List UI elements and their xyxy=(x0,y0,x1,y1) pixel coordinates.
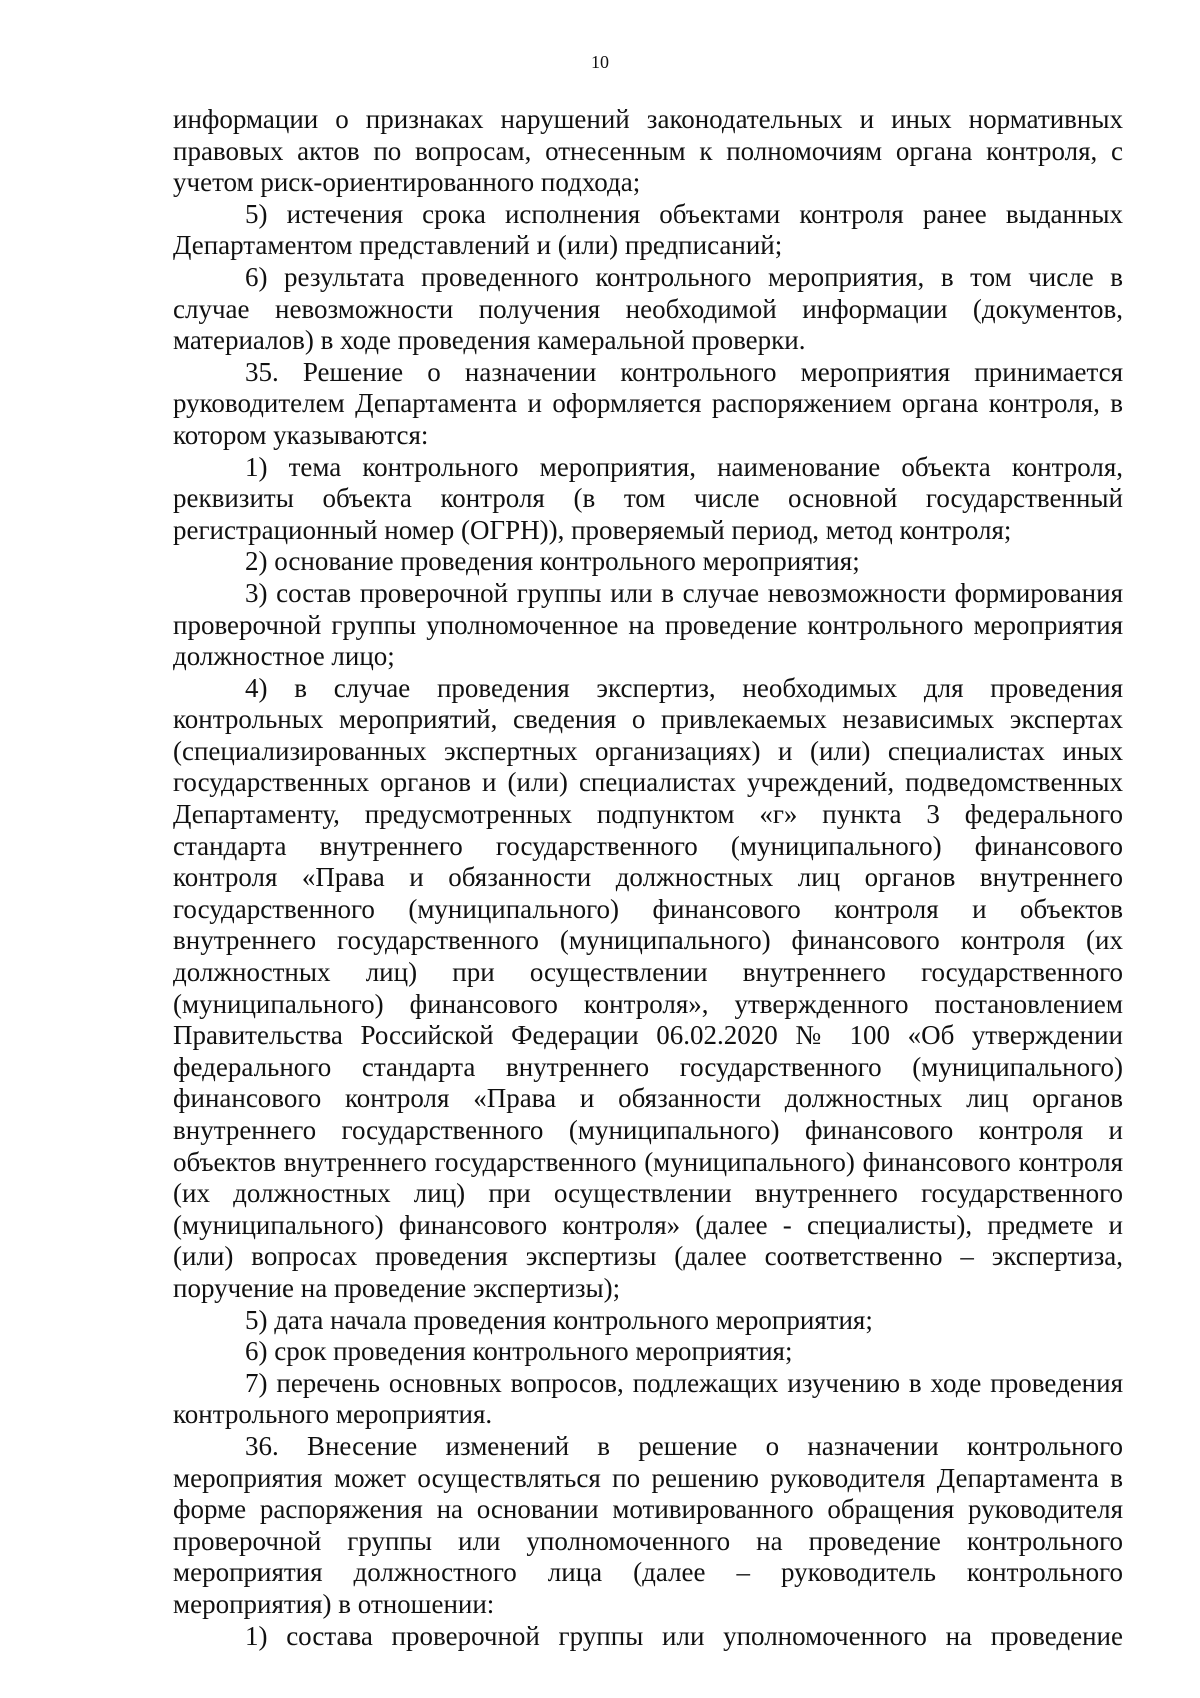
paragraph-35: 35. Решение о назначении контрольного мероприятия принимается руководителем Департамента и оформляется распоряжением органа контроля, в котором указываются: xyxy=(173,356,1123,450)
paragraph-continuation: информации о признаках нарушений законодательных и иных нормативных правовых актов по вопросам, отнесенным к полномочиям органа контроля, с учетом риск-ориентированного подхода; xyxy=(173,104,1123,198)
document-body xyxy=(173,104,1123,1652)
paragraph-35-item-5: 5) дата начала проведения контрольного мероприятия; xyxy=(245,1304,873,1335)
paragraph-35-item-3: 3) состав проверочной группы или в случае невозможности формирования проверочной группы уполномоченное на проведение контрольного мероприятия должностное лицо; xyxy=(173,577,1123,672)
paragraph-36-item-1: 1) состава проверочной группы или уполномоченного на проведение xyxy=(245,1620,1123,1651)
paragraph-35-item-1: 1) тема контрольного мероприятия, наименование объекта контроля, реквизиты объекта контроля (в том числе основной государственный регистрационный номер (ОГРН)), проверяемый период, метод контроля; xyxy=(173,451,1123,545)
list-item-5-expiry: 5) истечения срока исполнения объектами контроля ранее выданных Департаментом представлений и (или) предписаний; xyxy=(173,198,1123,261)
list-item-6-result: 6) результата проведенного контрольного мероприятия, в том числе в случае невозможности получения необходимой информации (документов, материалов) в ходе проведения камеральной проверки. xyxy=(173,261,1123,356)
paragraph-35-item-2: 2) основание проведения контрольного мероприятия; xyxy=(245,546,860,577)
paragraph-35-item-4: 4) в случае проведения экспертиз, необходимых для проведения контрольных мероприятий, сведения о привлекаемых независимых экспертах (специализированных экспертных организациях) и (или) специалистах иных государственных органов и (или) специалистах учреждений, подведомственных Департаменту, предусмотренных подпунктом «г» пункта 3 федерального стандарта внутреннего государственного (муниципального) финансового контроля «Права и обязанности должностных лиц органов внутреннего государственного (муниципального) финансового контроля и объектов внутреннего государственного (муниципального) финансового контроля (их должностных лиц) при осуществлении внутреннего государственного (муниципального) финансового контроля», утвержденного постановлением Правительства Российской Федерации 06.02.2020 № 100 «Об утверждении федерального стандарта внутреннего государственного (муниципального) финансового контроля «Права и обязанности должностных лиц органов внутреннего государственного (муниципального) финансового контроля и объектов внутреннего государственного (муниципального) финансового контроля (их должностных лиц) при осуществлении внутреннего государственного (муниципального) финансового контроля» (далее - специалисты), предмете и (или) вопросах проведения экспертизы (далее соответственно – экспертиза, поручение на проведение экспертизы); xyxy=(173,672,1123,1303)
paragraph-35-item-6: 6) срок проведения контрольного мероприятия; xyxy=(245,1336,793,1367)
paragraph-35-item-7: 7) перечень основных вопросов, подлежащих изучению в ходе проведения контрольного мероприятия. xyxy=(173,1367,1123,1430)
paragraph-36: 36. Внесение изменений в решение о назначении контрольного мероприятия может осуществляться по решению руководителя Департамента в форме распоряжения на основании мотивированного обращения руководителя проверочной группы или уполномоченного на проведение контрольного мероприятия должностного лица (далее – руководитель контрольного мероприятия) в отношении: xyxy=(173,1430,1123,1619)
page-number: 10 xyxy=(591,52,609,72)
